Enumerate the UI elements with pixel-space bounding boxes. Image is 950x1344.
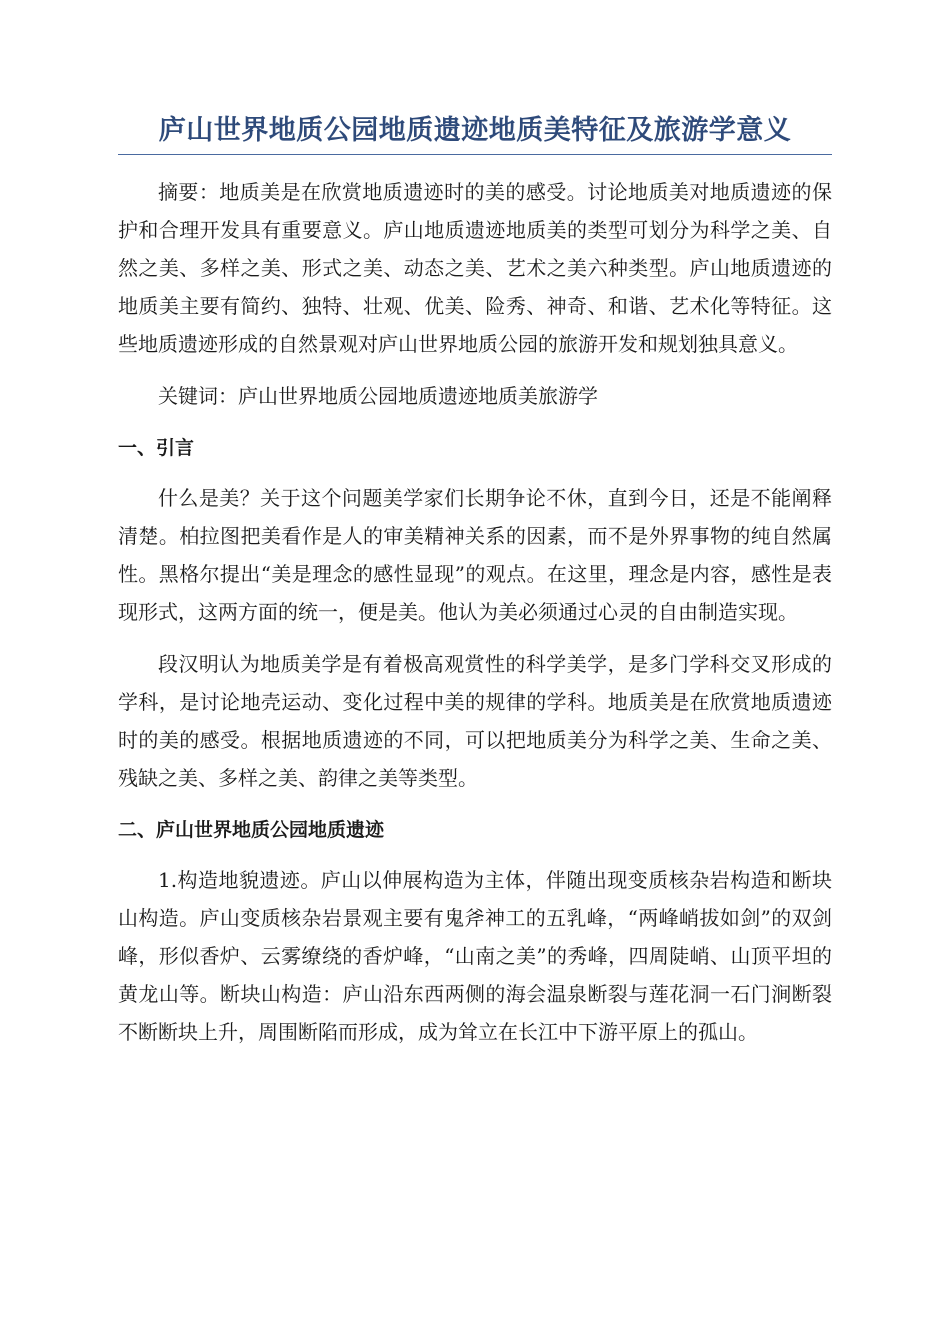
body-paragraph: 段汉明认为地质美学是有着极高观赏性的科学美学，是多门学科交叉形成的学科，是讨论地壳运动、变化过程中美的规律的学科。地质美是在欣赏地质遗迹时的美的感受。根据地质遗迹的不同，可以把地质美分为科学之美、生命之美、残缺之美、多样之美、韵律之美等类型。 xyxy=(118,652,832,790)
abstract-paragraph: 摘要：地质美是在欣赏地质遗迹时的美的感受。讨论地质美对地质遗迹的保护和合理开发具有重要意义。庐山地质遗迹地质美的类型可划分为科学之美、自然之美、多样之美、形式之美、动态之美、艺术之美六种类型。庐山地质遗迹的地质美主要有简约、独特、壮观、优美、险秀、神奇、和谐、艺术化等特征。这些地质遗迹形成的自然景观对庐山世界地质公园的旅游开发和规划独具意义。 xyxy=(118,180,832,356)
body-paragraph: 1.构造地貌遗迹。庐山以伸展构造为主体，伴随出现变质核杂岩构造和断块山构造。庐山变质核杂岩景观主要有鬼斧神工的五乳峰，“两峰峭拔如剑”的双剑峰，形似香炉、云雾缭绕的香炉峰，“山南之美”的秀峰，四周陡峭、山顶平坦的黄龙山等。断块山构造：庐山沿东西两侧的海会温泉断裂与莲花洞一石门涧断裂不断断块上升，周围断陷而形成，成为耸立在长江中下游平原上的孤山。 xyxy=(118,868,832,1044)
document-title: 庐山世界地质公园地质遗迹地质美特征及旅游学意义 xyxy=(118,112,832,155)
section-heading-introduction: 一、引言 xyxy=(118,437,195,459)
section-heading-geoheritage: 二、庐山世界地质公园地质遗迹 xyxy=(118,819,385,841)
body-paragraph: 什么是美？关于这个问题美学家们长期争论不休，直到今日，还是不能阐释清楚。柏拉图把美看作是人的审美精神关系的因素，而不是外界事物的纯自然属性。黑格尔提出“美是理念的感性显现”的观点。在这里，理念是内容，感性是表现形式，这两方面的统一，便是美。他认为美必须通过心灵的自由制造实现。 xyxy=(118,486,832,624)
keywords-line: 关键词：庐山世界地质公园地质遗迹地质美旅游学 xyxy=(158,384,598,408)
